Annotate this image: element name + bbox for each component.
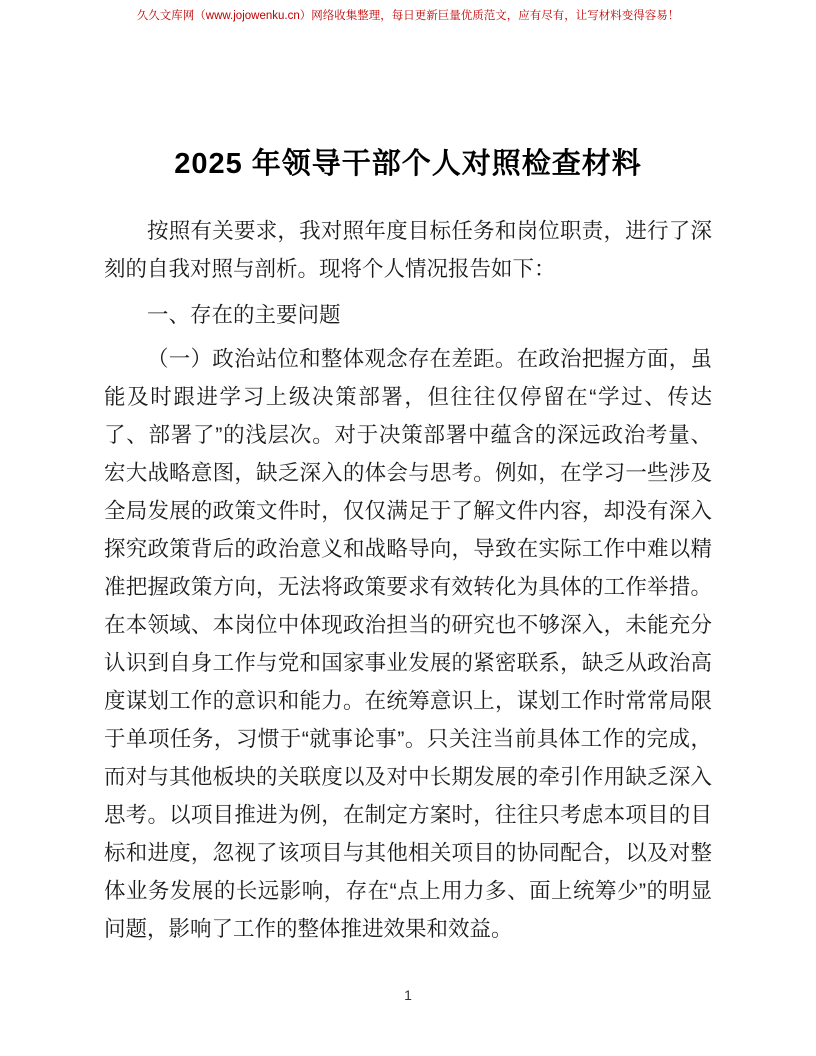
page-number: 1 — [404, 987, 412, 1003]
header-watermark: 久久文库网（www.jojowenku.cn）网络收集整理，每日更新巨量优质范文，应有尽有，让写材料变得容易！ — [136, 10, 680, 22]
document-title: 2025 年领导干部个人对照检查材料 — [174, 148, 642, 180]
section-heading-main-problems: 一、存在的主要问题 — [147, 303, 341, 327]
issue-paragraph-political-stance: （一）政治站位和整体观念存在差距。在政治把握方面，虽能及时跟进学习上级决策部署，但往往仅停留在“学过、传达了、部署了”的浅层次。对于决策部署中蕴含的深远政治考量、宏大战略意图，缺乏深入的体会与思考。例如，在学习一些涉及全局发展的政策文件时，仅仅满足于了解文件内容，却没有深入探究政策背后的政治意义和战略导向，导致在实际工作中难以精准把握政策方向，无法将政策要求有效转化为具体的工作举措。在本领域、本岗位中体现政治担当的研究也不够深入，未能充分认识到自身工作与党和国家事业发展的紧密联系，缺乏从政治高度谋划工作的意识和能力。在统筹意识上，谋划工作时常常局限于单项任务，习惯于“就事论事”。只关注当前具体工作的完成，而对与其他板块的关联度以及对中长期发展的牵引作用缺乏深入思考。以项目推进为例，在制定方案时，往往只考虑本项目的目标和进度，忽视了该项目与其他相关项目的协同配合，以及对整体业务发展的长远影响，存在“点上用力多、面上统筹少”的明显问题，影响了工作的整体推进效果和效益。 — [104, 347, 712, 941]
intro-paragraph: 按照有关要求，我对照年度目标任务和岗位职责，进行了深刻的自我对照与剖析。现将个人情况报告如下： — [104, 219, 712, 281]
